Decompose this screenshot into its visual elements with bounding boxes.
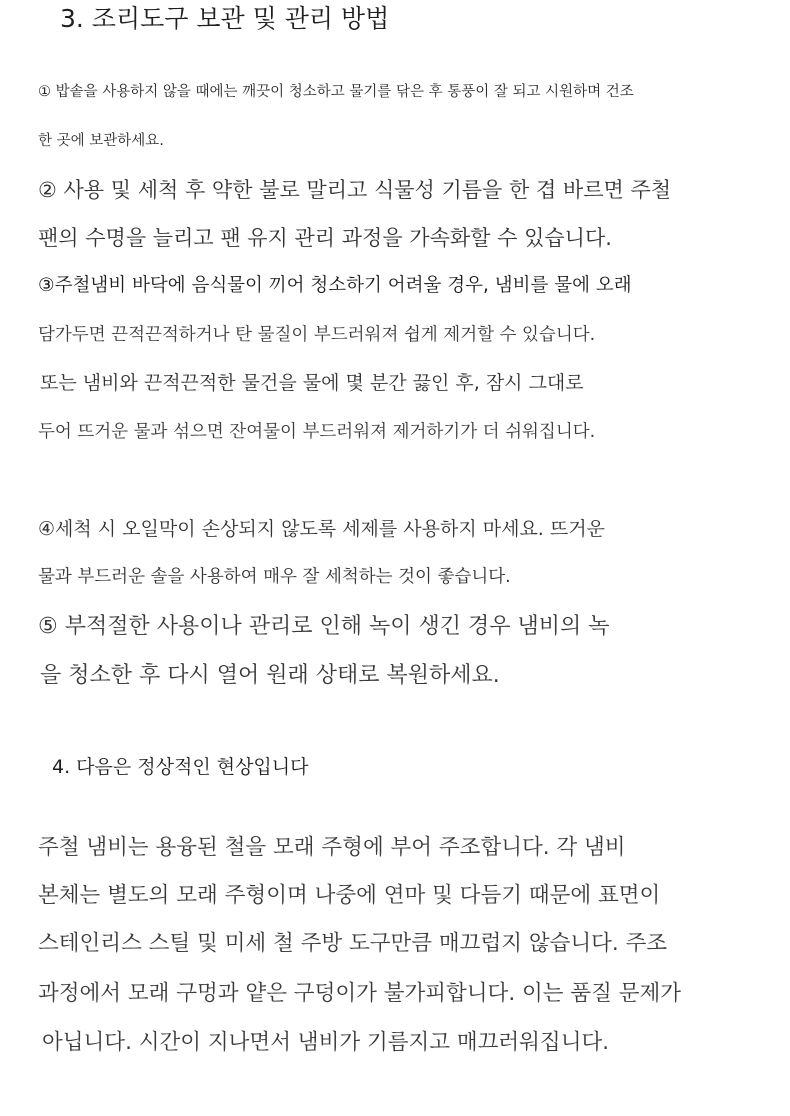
section-4-line-3: 스테인리스 스틸 및 미세 철 주방 도구만큼 매끄럽지 않습니다. 주조	[38, 931, 668, 956]
section-4-line-5: 아닙니다. 시간이 지나면서 냄비가 기름지고 매끄러워집니다.	[42, 1030, 610, 1055]
care-step-1-line-2: 한 곳에 보관하세요.	[38, 133, 164, 149]
section-4-line-2: 본체는 별도의 모래 주형이며 나중에 연마 및 다듬기 때문에 표면이	[38, 883, 661, 908]
care-step-4-line-1: ④세척 시 오일막이 손상되지 않도록 세제를 사용하지 마세요. 뜨거운	[38, 518, 605, 540]
section-4-title: 4. 다음은 정상적인 현상입니다	[52, 756, 309, 778]
care-step-3-line-4: 두어 뜨거운 물과 섞으면 잔여물이 부드러워져 제거하기가 더 쉬워집니다.	[38, 422, 596, 442]
care-step-2-line-2: 팬의 수명을 늘리고 팬 유지 관리 과정을 가속화할 수 있습니다.	[38, 226, 612, 250]
section-4-line-1: 주철 냄비는 용융된 철을 모래 주형에 부어 주조합니다. 각 냄비	[38, 835, 626, 860]
care-step-1-line-1: ① 밥솥을 사용하지 않을 때에는 깨끗이 청소하고 물기를 닦은 후 통풍이 잘 되고 시원하며 건조	[38, 84, 634, 100]
section-4-line-4: 과정에서 모래 구멍과 얕은 구덩이가 불가피합니다. 이는 품질 문제가	[38, 981, 682, 1006]
care-step-4-line-2: 물과 부드러운 솔을 사용하여 매우 잘 세척하는 것이 좋습니다.	[38, 567, 511, 587]
care-step-5-line-1: ⑤ 부적절한 사용이나 관리로 인해 녹이 생긴 경우 냄비의 녹	[38, 614, 610, 639]
section-3-title: 3. 조리도구 보관 및 관리 방법	[60, 4, 390, 33]
care-step-3-line-1: ③주철냄비 바닥에 음식물이 끼어 청소하기 어려울 경우, 냄비를 물에 오래	[38, 275, 632, 296]
care-step-3-line-2: 담가두면 끈적끈적하거나 탄 물질이 부드러워져 쉽게 제거할 수 있습니다.	[38, 325, 596, 345]
care-step-3-line-3: 또는 냄비와 끈적끈적한 물건을 물에 몇 분간 끓인 후, 잠시 그대로	[40, 372, 584, 394]
care-step-2-line-1: ② 사용 및 세척 후 약한 불로 말리고 식물성 기름을 한 겹 바르면 주철	[38, 178, 672, 202]
care-step-5-line-2: 을 청소한 후 다시 열어 원래 상태로 복원하세요.	[40, 663, 500, 688]
